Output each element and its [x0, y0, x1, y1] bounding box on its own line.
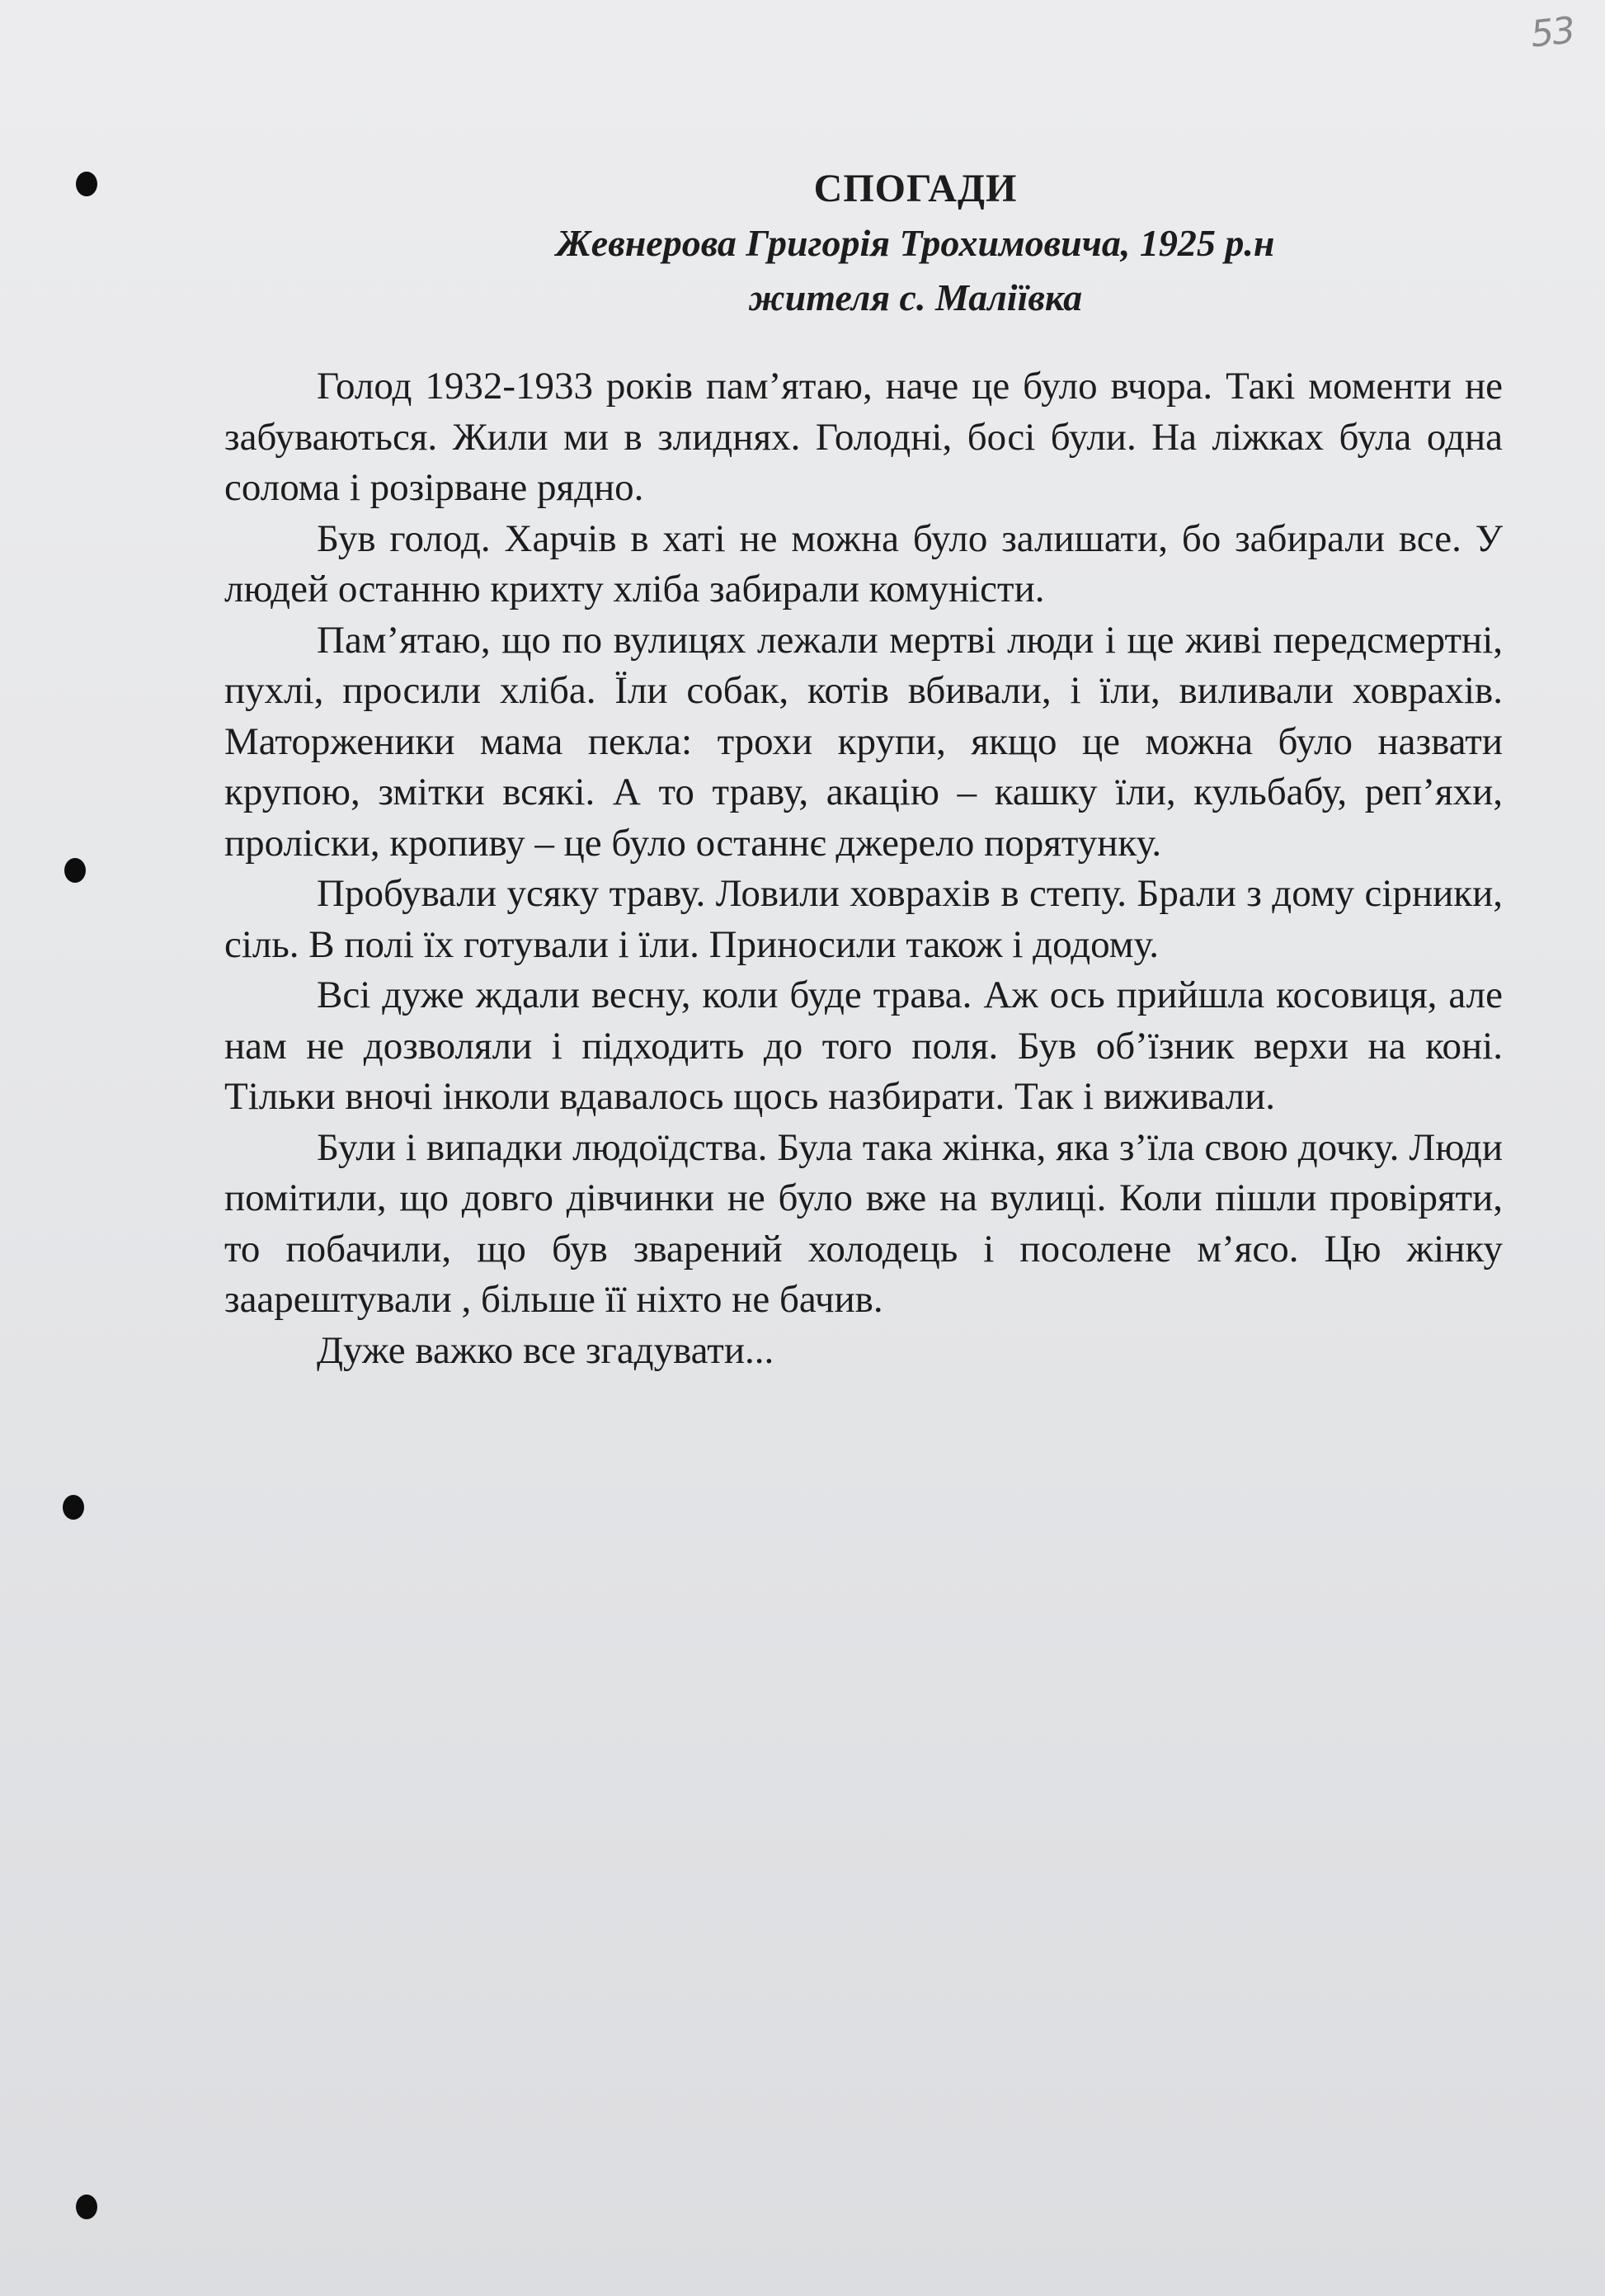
page-number: 53 — [1528, 9, 1576, 56]
document-body — [224, 361, 1503, 1376]
paragraph: Був голод. Харчів в хаті не можна було залишати, бо забирали все. У людей останню крихту хліба забирали комуністи. — [224, 516, 1503, 611]
document-header — [0, 162, 1605, 325]
paragraph: Пробували усяку траву. Ловили ховрахів в степу. Брали з дому сірники, сіль. В полі їх готували і їли. Приносили також і додому. — [224, 872, 1503, 966]
paragraph: Були і випадки людоїдства. Була така жінка, яка з’їла свою дочку. Люди помітили, що довго дівчинки не було вже на вулиці. Коли пішли провіряти, то побачили, що був зварений холодець і посолене м’ясо. Цю жінку заарештували , більше її ніхто не бачив. — [224, 1125, 1503, 1321]
paragraph: Всі дуже ждали весну, коли буде трава. Аж ось прийшла косовиця, але нам не дозволяли і підходить до того поля. Був об’їзник верхи на коні. Тільки вночі інколи вдавалось щось назбирати. Так і виживали. — [224, 974, 1503, 1118]
document-subtitle: Жевнерова Григорія Трохимовича, 1925 р.н — [556, 222, 1275, 264]
document-residence: жителя с. Маліївка — [748, 276, 1083, 318]
paragraph: Голод 1932-1933 років пам’ятаю, наче це було вчора. Такі моменти не забуваються. Жили ми в злиднях. Голодні, босі були. На ліжках була одна солома і розірване рядно. — [224, 365, 1503, 509]
paragraph: Дуже важко все згадувати... — [317, 1328, 774, 1372]
punch-hole — [64, 858, 86, 883]
paragraph: Пам’ятаю, що по вулицях лежали мертві люди і ще живі передсмертні, пухлі, просили хліба. Їли собак, котів вбивали, і їли, виливали ховрахів. Маторженики мама пекла: трохи крупи, якщо це можна було назвати крупою, змітки всякі. А то траву, акацію – кашку їли, кульбабу, реп’яхи, проліски, кропиву – це було останнє джерело порятунку. — [224, 618, 1503, 865]
punch-hole — [76, 2195, 97, 2219]
punch-hole — [63, 1495, 84, 1520]
document-title: СПОГАДИ — [813, 167, 1018, 210]
